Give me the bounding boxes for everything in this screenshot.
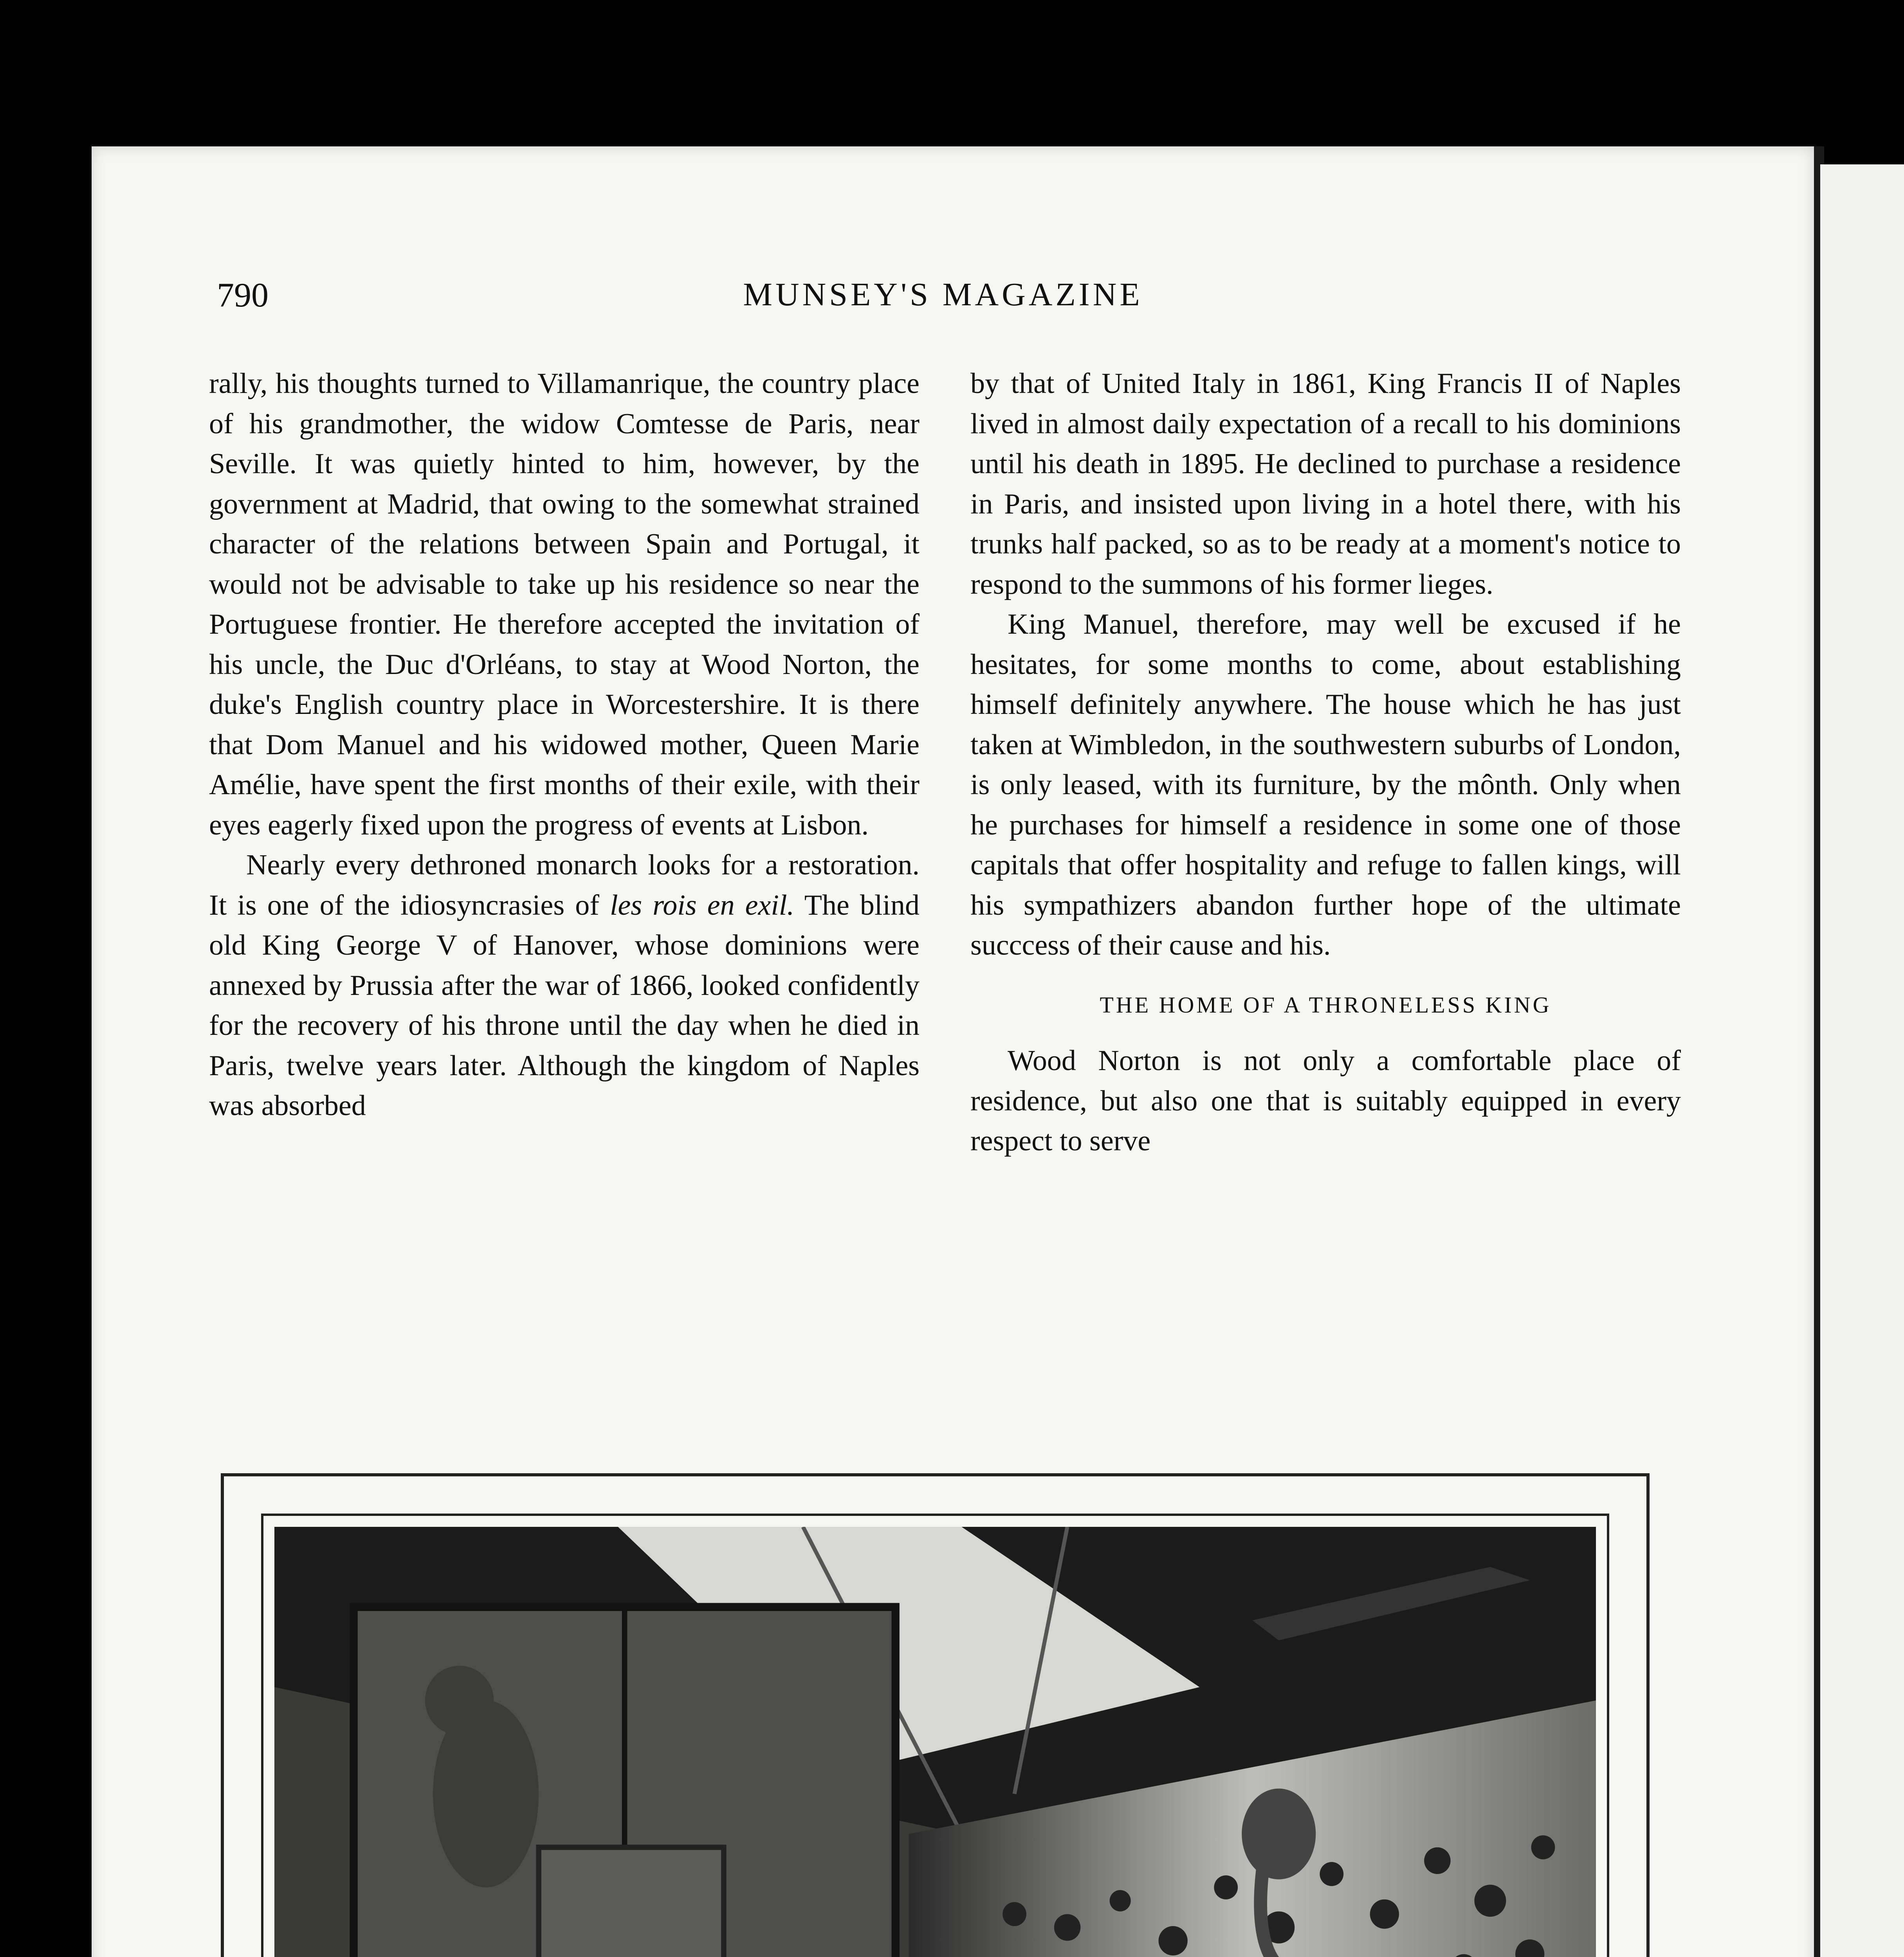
left-paragraph-2 <box>209 845 920 1126</box>
page-header <box>217 276 1669 330</box>
left-column <box>209 364 920 1126</box>
left-paragraph-1: rally, his thoughts turned to Villamanrique, the country place of his grandmother, the widow Comtesse de Paris, near Seville. It was quietly hinted to him, however, by the government at Madrid, that owing to the somewhat strained character of the relations between Spain and Portugal, it would not be advisable to take up his residence so near the Portuguese frontier. He therefore accepted the invitation of his uncle, the Duc d'Orléans, to stay at Wood Norton, the duke's English country place in Worcestershire. It is there that Dom Manuel and his widowed mother, Queen Marie Amélie, have spent the first months of their exile, with their eyes eagerly fixed upon the progress of events at Lisbon. <box>209 368 920 841</box>
page-number: 790 <box>217 276 269 314</box>
right-paragraph-1: by that of United Italy in 1861, King Francis II of Naples lived in almost daily expectation of a recall to his dominions until his death in 1895. He declined to purchase a residence in Paris, and insisted upon living in a hotel there, with his trunks half packed, so as to be ready at a moment's notice to respond to the summons of his former lieges. <box>970 368 1681 600</box>
right-paragraph-2: King Manuel, therefore, may well be excused if he hesitates, for some months to come, about establishing himself definitely anywhere. The house which he has just taken at Wimbledon, in the southwestern suburbs of London, is only leased, with its furniture, by the mônth. Only when he purchases for himself a residence in some one of those capitals that offer hospitality and refuge to fallen kings, will his sympathizers abandon further hope of the ultimate succcess of their cause and his. <box>970 608 1681 961</box>
museum-photograph <box>274 1527 1596 1957</box>
figure-frame <box>221 1473 1650 1957</box>
left-paragraph-2-italic: les rois en exil. <box>609 889 794 921</box>
left-paragraph-2-text-b: The blind old King George V of Hanover, whose dominions were annexed by Prussia after the war of 1866, looked confidently for the recovery of his throne until the day when he died in Paris, twelve years later. Although the kingdom of Naples was absorbed <box>209 889 920 1122</box>
facing-page-edge <box>1820 164 1904 1957</box>
section-heading: THE HOME OF A THRONELESS KING <box>1100 992 1552 1018</box>
magazine-page <box>92 146 1814 1957</box>
right-column <box>970 364 1681 1161</box>
running-title: MUNSEY'S MAGAZINE <box>743 276 1143 313</box>
right-paragraph-3: Wood Norton is not only a comfortable place of residence, but also one that is suitably equipped in every respect to serve <box>970 1045 1681 1157</box>
left-paragraph-2-text-a: Nearly every dethroned monarch looks for a restoration. It is one of the idiosyncrasies of <box>209 849 920 921</box>
figure-inner-border <box>261 1514 1609 1957</box>
